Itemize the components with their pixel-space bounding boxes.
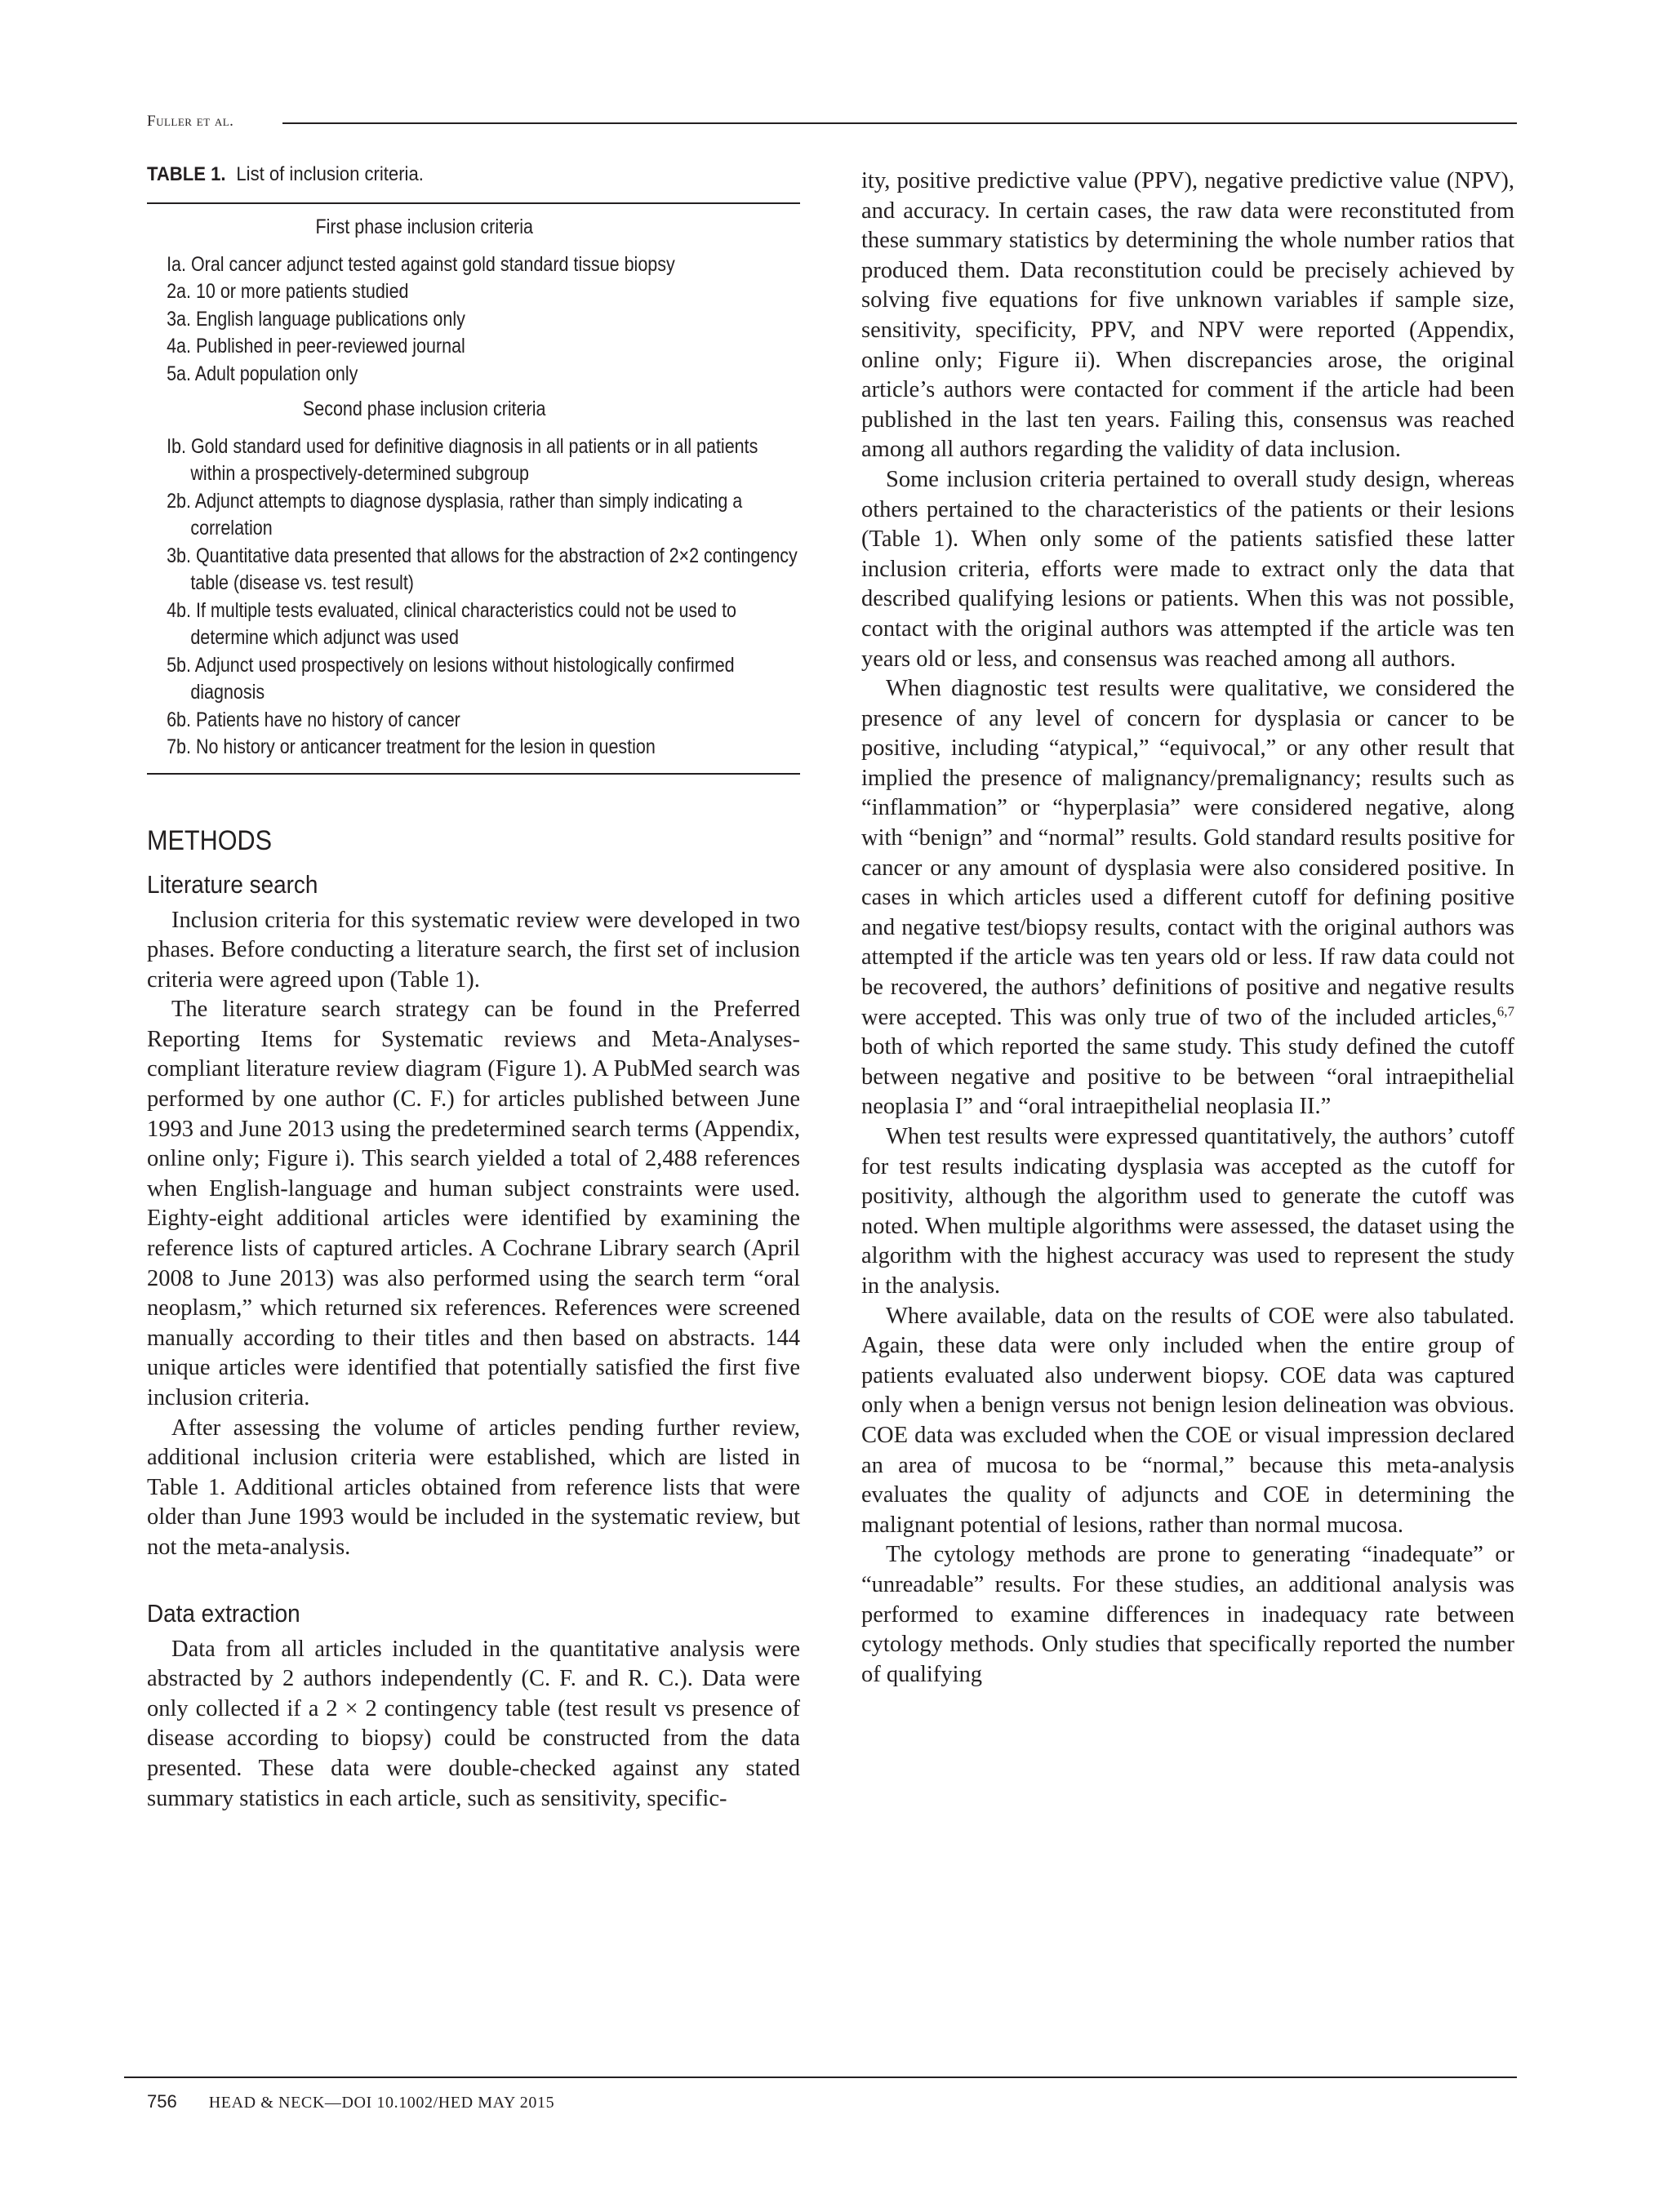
- footer: [147, 2091, 554, 2112]
- header-rule: [282, 122, 1517, 124]
- criterion: 5a. Adult population only: [167, 362, 358, 385]
- table-caption: [147, 163, 748, 186]
- paragraph: The literature search strategy can be found in the Preferred Reporting Items for Systematic reviews and Meta-Analyses-compliant literature review diagram (Figure 1). A PubMed search was performed by one author (C. F.) for articles published between June 1993 and June 2013 using the predetermined search terms (Appendix, online only; Figure i). This search yielded a total of 2,488 references when English-language and human subject constraints were used. Eighty-eight additional articles were identified by examining the reference lists of captured articles. A Cochrane Library search (April 2008 to June 2013) was also performed using the search term “oral neoplasm,” which returned six references. References were screened manually according to their titles and then based on abstracts. 144 unique articles were identified that potentially satisfied the first five inclusion criteria.: [147, 997, 800, 1410]
- paragraph: [861, 674, 1514, 1122]
- criterion: 5b. Adjunct used prospectively on lesions without histologically confirmed diagnosis: [167, 653, 735, 704]
- criterion: 4a. Published in peer-reviewed journal: [167, 335, 465, 358]
- first-phase-list: [167, 251, 800, 389]
- paragraph: ity, positive predictive value (PPV), negative predictive value (NPV), and accuracy. In certain cases, the raw data were reconstituted from these summary statistics by determining the whole number ratios that produced them. Data reconstitution could be precisely achieved by solving five equations for five unknown variables if sample size, sensitivity, specificity, PPV, and NPV were reported (Appendix, online only; Figure ii). When discrepancies arose, the original article’s authors were contacted for comment if the article had been published in the last ten years. Failing this, consensus was reached among all authors regarding the validity of data inclusion.: [861, 168, 1514, 463]
- criterion: 4b. If multiple tests evaluated, clinical characteristics could not be used to determine which adjunct was used: [167, 598, 737, 649]
- inclusion-criteria-table: [147, 204, 800, 773]
- table-bottom-rule: [147, 773, 800, 775]
- paragraph: Inclusion criteria for this systematic review were developed in two phases. Before conducting a literature search, the first set of inclusion criteria were agreed upon (Table 1).: [147, 907, 800, 993]
- methods-heading: METHODS: [147, 824, 272, 856]
- running-head: Fuller et al.: [147, 113, 234, 130]
- left-column: [147, 163, 800, 1814]
- right-column: [861, 167, 1514, 1690]
- first-phase-heading: First phase inclusion criteria: [315, 215, 533, 238]
- paragraph: The cytology methods are prone to generating “inadequate” or “unreadable” results. For these studies, an additional analysis was performed to examine differences in inadequacy rate between cytology methods. Only studies that specifically reported the number of qualifying: [861, 1542, 1514, 1687]
- second-phase-heading: Second phase inclusion criteria: [302, 398, 546, 420]
- criterion: 3a. English language publications only: [167, 307, 465, 331]
- criterion: 2b. Adjunct attempts to diagnose dysplasia, rather than simply indicating a correlation: [167, 489, 743, 540]
- page-number: 756: [147, 2091, 177, 2112]
- criterion: 7b. No history or anticancer treatment for the lesion in question: [167, 735, 656, 758]
- paragraph-text: When diagnostic test results were qualitative, we considered the presence of any level of concern for dysplasia or cancer to be positive, including “atypical,” “equivocal,” or any other result that implied the presence of malignancy/premalignancy; results such as “inflammation” or “hyperplasia” were considered negative, along with “benign” and “normal” results. Gold standard results positive for cancer or any amount of dysplasia were also considered positive. In cases in which articles used a different cutoff for defining positive and negative test/biopsy results, contact with the original authors was attempted if the article was ten years old or less. If raw data could not be recovered, the authors’ definitions of positive and negative results were accepted. This was only true of two of the included articles,: [861, 676, 1514, 1030]
- paragraph: After assessing the volume of articles pending further review, additional inclusion criteria were established, which are listed in Table 1. Additional articles obtained from reference lists that were older than June 1993 would be included in the systematic review, but not the meta-analysis.: [147, 1415, 800, 1560]
- paragraph: Some inclusion criteria pertained to overall study design, whereas others pertained to the characteristics of the patients or their lesions (Table 1). When only some of the patients satisfied these latter inclusion criteria, efforts were made to extract only the data that described qualifying lesions or patients. When this was not possible, contact with the original authors was attempted if the article was ten years old or less, and consensus was reached among all authors.: [861, 466, 1514, 672]
- paragraph: Where available, data on the results of COE were also tabulated. Again, these data were only included when the entire group of patients evaluated also underwent biopsy. COE data was captured only when a benign versus not benign lesion delineation was obvious. COE data was excluded when the COE or visual impression declared an area of mucosa to be “normal,” because this meta-analysis evaluates the quality of adjuncts and COE in determining the malignant potential of lesions, rather than normal mucosa.: [861, 1303, 1514, 1538]
- paragraph-text: both of which reported the same study. This study defined the cutoff between negative and positive to be between “oral intraepithelial neoplasia I” and “oral intraepithelial neoplasia II.”: [861, 1034, 1514, 1120]
- second-phase-list: [167, 433, 800, 762]
- paragraph: When test results were expressed quantitatively, the authors’ cutoff for test results indicating dysplasia was accepted as the cutoff for positivity, although the algorithm used to generate the cutoff was noted. When multiple algorithms were assessed, the dataset using the algorithm with the highest accuracy was used to represent the study in the analysis.: [861, 1124, 1514, 1299]
- literature-search-heading: Literature search: [147, 869, 318, 899]
- citation-superscript: 6,7: [1496, 1003, 1514, 1019]
- data-extraction-heading: Data extraction: [147, 1598, 300, 1628]
- footer-rule: [124, 2077, 1517, 2078]
- table-title: List of inclusion criteria.: [236, 163, 424, 185]
- paragraph: Data from all articles included in the quantitative analysis were abstracted by 2 authors independently (C. F. and R. C.). Data were only collected if a 2 × 2 contingency table (test result vs presence of disease according to biopsy) could be constructed from the data presented. These data were double-checked against any stated summary statistics in each article, such as sensitivity, specific-: [147, 1636, 800, 1811]
- criterion: Ia. Oral cancer adjunct tested against gold standard tissue biopsy: [167, 252, 675, 276]
- criterion: 3b. Quantitative data presented that allows for the abstraction of 2×2 contingency table (disease vs. test result): [167, 544, 798, 594]
- criterion: 2a. 10 or more patients studied: [167, 280, 409, 303]
- journal-citation: HEAD & NECK—DOI 10.1002/HED MAY 2015: [208, 2094, 555, 2112]
- criterion: 6b. Patients have no history of cancer: [167, 708, 460, 731]
- criterion: Ib. Gold standard used for definitive diagnosis in all patients or in all patients within a prospectively-determined subgroup: [167, 434, 758, 485]
- table-label: TABLE 1.: [147, 163, 226, 185]
